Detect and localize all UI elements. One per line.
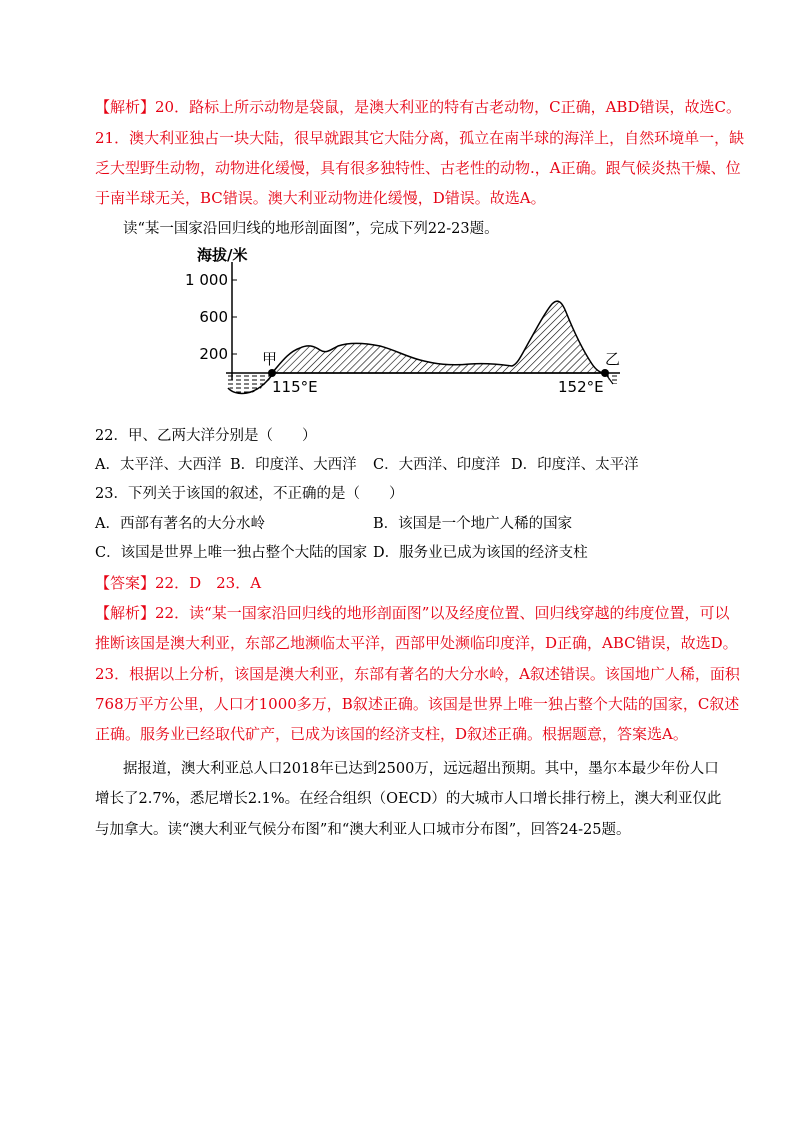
point-jia bbox=[268, 369, 276, 377]
analysis-22-line-1 bbox=[95, 603, 729, 623]
question-intro-22-23: 读“某一国家沿回归线的地形剖面图”，完成下列22-23题。 bbox=[123, 221, 499, 237]
question-23-option-b: B．该国是一个地广人稀的国家 bbox=[373, 516, 573, 532]
analysis-23-line-3: 正确。服务业已经取代矿产，已成为该国的经济支柱，D叙述正确。根据题意，答案选A。 bbox=[95, 725, 688, 743]
y-tick-label-1000: 1 000 bbox=[185, 271, 228, 289]
terrain-profile-figure bbox=[180, 242, 630, 410]
label-jia: 甲 bbox=[262, 350, 278, 368]
analysis-23-line-1: 23．根据以上分析，该国是澳大利亚，东部有著名的大分水岭，A叙述错误。该国地广人稀，面积 bbox=[95, 665, 740, 683]
analysis-21-line-3: 于南半球无关，BC错误。澳大利亚动物进化缓慢，D错误。故选A。 bbox=[95, 189, 546, 207]
answer-line bbox=[95, 573, 261, 593]
answer-tag: 【答案】 bbox=[95, 574, 156, 592]
answer-text: 22．D 23．A bbox=[155, 574, 262, 592]
analysis-20-line-1 bbox=[95, 97, 741, 117]
analysis-21-line-1: 21．澳大利亚独占一块大陆，很早就跟其它大陆分离，孤立在南半球的海洋上，自然环境单一，缺 bbox=[95, 129, 745, 147]
analysis-23-line-2: 768万平方公里，人口才1000多万，B叙述正确。该国是世界上唯一独占整个大陆的国家，C叙述 bbox=[95, 695, 740, 713]
question-23-option-d: D．服务业已成为该国的经济支柱 bbox=[373, 545, 588, 561]
analysis-tag: 【解析】 bbox=[95, 604, 156, 622]
longitude-label-east: 152°E bbox=[558, 378, 604, 396]
west-ocean-water bbox=[228, 375, 272, 394]
longitude-label-west: 115°E bbox=[272, 378, 318, 396]
intro-24-25-line-2: 增长了2.7%，悉尼增长2.1%。在经合组织（OECD）的大城市人口增长排行榜上，澳大利亚仅此 bbox=[95, 791, 722, 807]
intro-24-25-line-3: 与加拿大。读“澳大利亚气候分布图”和“澳大利亚人口城市分布图”，回答24-25题。 bbox=[95, 822, 631, 838]
question-22-option-a: A．太平洋、大西洋 bbox=[95, 457, 222, 473]
question-23-stem: 23．下列关于该国的叙述，不正确的是（ ） bbox=[95, 486, 404, 502]
question-22-option-d: D．印度洋、太平洋 bbox=[511, 457, 639, 473]
analysis-21-line-2: 乏大型野生动物，动物进化缓慢，具有很多独特性、古老性的动物.，A正确。跟气候炎热干燥、位 bbox=[95, 159, 741, 177]
analysis-22-text: 22．读“某一国家沿回归线的地形剖面图”以及经度位置、回归线穿越的纬度位置，可以 bbox=[155, 604, 730, 622]
question-23-option-c: C．该国是世界上唯一独占整个大陆的国家 bbox=[95, 545, 368, 561]
question-22-option-b: B．印度洋、大西洋 bbox=[230, 457, 357, 473]
terrain-profile bbox=[272, 301, 605, 373]
question-23-option-a: A．西部有著名的大分水岭 bbox=[95, 516, 265, 532]
question-22-stem: 22．甲、乙两大洋分别是（ ） bbox=[95, 428, 317, 444]
y-axis-label: 海拔/米 bbox=[197, 246, 248, 264]
analysis-20-text: 20．路标上所示动物是袋鼠，是澳大利亚的特有古老动物，C正确，ABD错误，故选C。 bbox=[155, 98, 741, 116]
analysis-tag: 【解析】 bbox=[95, 98, 156, 116]
y-tick-label-200: 200 bbox=[199, 345, 228, 363]
analysis-22-line-2: 推断该国是澳大利亚，东部乙地濒临太平洋，西部甲处濒临印度洋，D正确，ABC错误，故选D。 bbox=[95, 634, 738, 652]
y-tick-label-600: 600 bbox=[199, 308, 228, 326]
point-yi bbox=[601, 369, 609, 377]
label-yi: 乙 bbox=[605, 350, 621, 368]
question-22-option-c: C．大西洋、印度洋 bbox=[373, 457, 501, 473]
intro-24-25-line-1: 据报道，澳大利亚总人口2018年已达到2500万，远远超出预期。其中，墨尔本最少年份人口 bbox=[123, 761, 719, 777]
